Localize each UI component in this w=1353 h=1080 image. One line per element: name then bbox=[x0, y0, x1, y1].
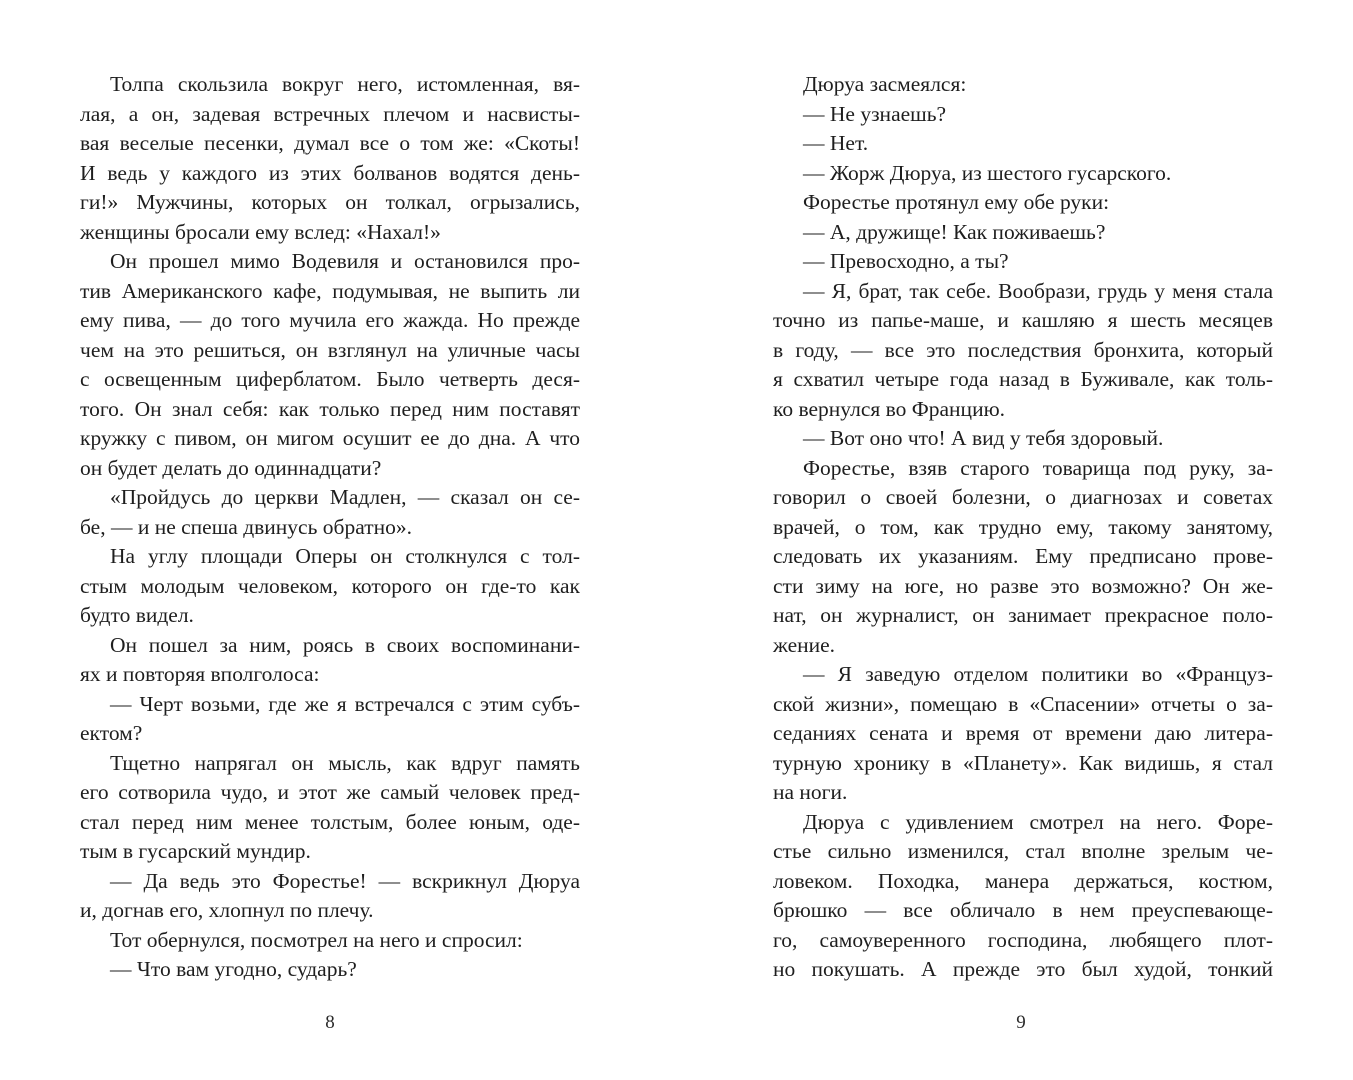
text-line: ги!» Мужчины, которых он толкал, огрызались, bbox=[80, 190, 580, 214]
text-line: точно из папье-маше, и кашляю я шесть месяцев bbox=[773, 308, 1273, 332]
text-line: — Нет. bbox=[803, 131, 869, 155]
text-line: нат, он журналист, он занимает прекрасное поло- bbox=[773, 603, 1273, 627]
text-line: стым молодым человеком, которого он где-то как bbox=[80, 573, 580, 598]
text-line: И ведь у каждого из этих болванов водятся день- bbox=[80, 160, 580, 185]
text-line: с освещенным циферблатом. Было четверть деся- bbox=[80, 367, 580, 391]
text-line: Он пошел за ним, роясь в своих воспоминани- bbox=[110, 632, 580, 657]
text-line: — Вот оно что! А вид у тебя здоровый. bbox=[803, 426, 1164, 450]
text-line: брюшко — все обличало в нем преуспевающе- bbox=[773, 898, 1273, 922]
text-line: кружку с пивом, он мигом осушит ее до дна. А что bbox=[80, 426, 580, 450]
text-line: на ноги. bbox=[773, 780, 848, 804]
text-line: я схватил четыре года назад в Буживале, как толь- bbox=[773, 367, 1273, 391]
text-line: ко вернулся во Францию. bbox=[773, 396, 1006, 421]
text-line: Форестье протянул ему обе руки: bbox=[803, 190, 1110, 214]
text-line: — Жорж Дюруа, из шестого гусарского. bbox=[803, 160, 1172, 185]
right-page-text bbox=[773, 70, 1273, 985]
text-line: жение. bbox=[773, 632, 836, 657]
text-line: сти зиму на юге, но разве это возможно? Он же- bbox=[773, 573, 1273, 598]
text-line: тив Американского кафе, подумывая, не выпить ли bbox=[80, 278, 580, 303]
text-line: следовать их указаниям. Ему предписано прове- bbox=[773, 544, 1273, 568]
text-line: ему пива, — до того мучила его жажда. Но прежде bbox=[80, 308, 580, 332]
text-line: Дюруа засмеялся: bbox=[803, 72, 967, 96]
text-line: тым в гусарский мундир. bbox=[80, 839, 311, 863]
text-line: Толпа скользила вокруг него, истомленная, вя- bbox=[110, 72, 580, 96]
text-line: в году, — все это последствия бронхита, который bbox=[773, 337, 1273, 362]
text-line: — А, дружище! Как поживаешь? bbox=[803, 219, 1106, 244]
left-page-text bbox=[80, 70, 580, 985]
text-line: женщины бросали ему вслед: «Нахал!» bbox=[80, 219, 441, 244]
text-line: того. Он знал себя: как только перед ним поставят bbox=[80, 396, 580, 421]
text-line: бе, — и не спеша двинусь обратно». bbox=[80, 514, 412, 539]
text-line: ловеком. Походка, манера держаться, костюм, bbox=[773, 868, 1273, 893]
text-line: На углу площади Оперы он столкнулся с тол- bbox=[110, 544, 580, 568]
text-line: — Не узнаешь? bbox=[803, 101, 947, 126]
text-line: — Да ведь это Форестье! — вскрикнул Дюруа bbox=[110, 868, 580, 893]
text-line: будто видел. bbox=[80, 603, 194, 627]
text-line: врачей, о том, как трудно ему, такому занятому, bbox=[773, 514, 1273, 539]
text-line: вая веселые песенки, думал все о том же: «Скоты! bbox=[80, 131, 580, 155]
text-line: — Что вам угодно, сударь? bbox=[110, 957, 357, 981]
text-line: ектом? bbox=[80, 721, 143, 745]
text-line: Тщетно напрягал он мысль, как вдруг память bbox=[110, 750, 580, 775]
text-line: го, самоуверенного господина, любящего плот- bbox=[773, 927, 1273, 952]
text-line: седаниях сената и время от времени даю литера- bbox=[773, 721, 1273, 745]
text-line: ской жизни», помещаю в «Спасении» отчеты о за- bbox=[773, 691, 1273, 716]
text-line: — Я заведую отделом политики во «Француз- bbox=[803, 662, 1273, 686]
text-line: ях и повторяя вполголоса: bbox=[80, 662, 320, 686]
text-line: лая, а он, задевая встречных плечом и насвисты- bbox=[80, 101, 580, 126]
text-line: — Превосходно, а ты? bbox=[803, 249, 1009, 273]
text-line: Он прошел мимо Водевиля и остановился про- bbox=[110, 249, 580, 273]
page-number-right: 9 bbox=[1016, 1012, 1026, 1033]
text-line: «Пройдусь до церкви Мадлен, — сказал он се- bbox=[110, 485, 580, 509]
text-line: — Черт возьми, где же я встречался с этим субъ- bbox=[110, 691, 580, 716]
text-line: стал перед ним менее толстым, более юным, оде- bbox=[80, 809, 580, 834]
page-number-left: 8 bbox=[325, 1012, 335, 1033]
text-line: Дюруа с удивлением смотрел на него. Форе- bbox=[803, 809, 1273, 834]
text-line: его сотворила чудо, и этот же самый человек пред- bbox=[80, 780, 580, 804]
text-line: турную хронику в «Планету». Как видишь, я стал bbox=[773, 750, 1273, 775]
text-line: говорил о своей болезни, о диагнозах и советах bbox=[773, 485, 1273, 509]
text-line: Форестье, взяв старого товарища под руку, за- bbox=[803, 455, 1273, 480]
text-line: стье сильно изменился, стал вполне зрелым че- bbox=[773, 839, 1273, 863]
text-line: он будет делать до одиннадцати? bbox=[80, 455, 382, 480]
text-line: — Я, брат, так себе. Вообрази, грудь у меня стала bbox=[803, 278, 1273, 303]
text-line: Тот обернулся, посмотрел на него и спросил: bbox=[110, 927, 523, 952]
text-line: и, догнав его, хлопнул по плечу. bbox=[80, 898, 374, 922]
text-line: но покушать. А прежде это был худой, тонкий bbox=[773, 957, 1273, 981]
text-line: чем на это решиться, он взглянул на уличные часы bbox=[80, 337, 580, 362]
